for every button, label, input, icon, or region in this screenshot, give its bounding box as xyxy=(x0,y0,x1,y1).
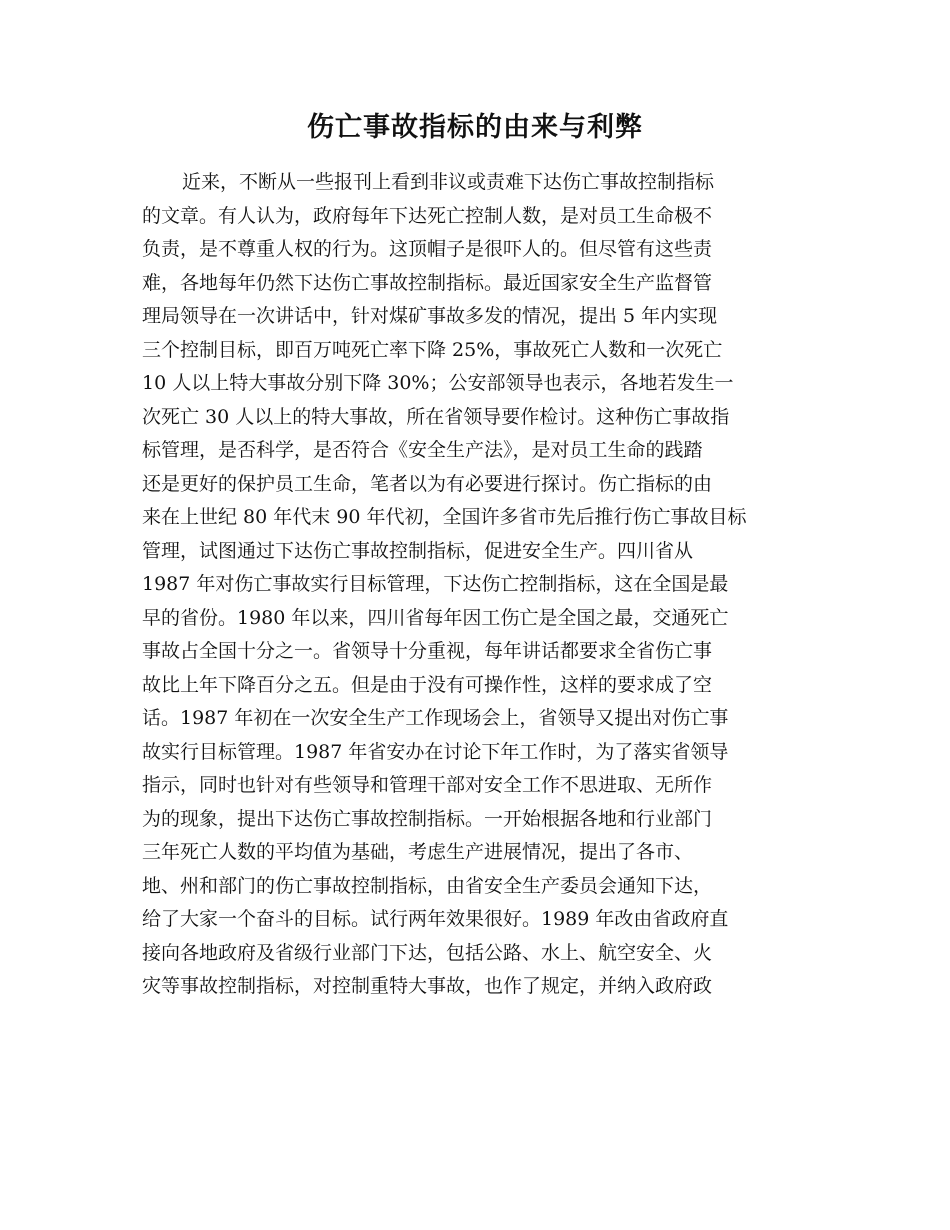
paragraph-line: 为的现象，提出下达伤亡事故控制指标。一开始根据各地和行业部门 xyxy=(142,807,713,830)
document-title: 伤亡事故指标的由来与利弊 xyxy=(307,112,643,143)
paragraph-line: 1987 年对伤亡事故实行目标管理，下达伤亡控制指标，这在全国是最 xyxy=(142,573,729,595)
document-body xyxy=(142,166,822,1004)
paragraph-line: 难，各地每年仍然下达伤亡事故控制指标。最近国家安全生产监督管 xyxy=(142,271,713,294)
paragraph-line: 理局领导在一次讲话中，针对煤矿事故多发的情况，提出 5 年内实现 xyxy=(142,305,718,327)
paragraph-line: 故实行目标管理。1987 年省安办在讨论下年工作时，为了落实省领导 xyxy=(142,740,729,763)
paragraph-line: 10 人以上特大事故分别下降 30%；公安部领导也表示，各地若发生一 xyxy=(142,372,734,394)
paragraph-line: 还是更好的保护员工生命，笔者以为有必要进行探讨。伤亡指标的由 xyxy=(142,472,713,495)
paragraph-line: 次死亡 30 人以上的特大事故，所在省领导要作检讨。这种伤亡事故指 xyxy=(142,405,730,428)
paragraph-line: 三年死亡人数的平均值为基础，考虑生产进展情况，提出了各市、 xyxy=(142,841,694,863)
paragraph-line: 指示，同时也针对有些领导和管理干部对安全工作不思进取、无所作 xyxy=(142,774,713,796)
paragraph-line: 早的省份。1980 年以来，四川省每年因工伤亡是全国之最，交通死亡 xyxy=(142,606,729,629)
paragraph-line: 三个控制目标，即百万吨死亡率下降 25%，事故死亡人数和一次死亡 xyxy=(142,338,723,361)
paragraph-line: 给了大家一个奋斗的目标。试行两年效果很好。1989 年改由省政府直 xyxy=(142,908,729,930)
paragraph-line: 事故占全国十分之一。省领导十分重视，每年讲话都要求全省伤亡事 xyxy=(142,640,713,662)
paragraph-line: 灾等事故控制指标，对控制重特大事故，也作了规定，并纳入政府政 xyxy=(142,975,713,997)
paragraph-line: 来在上世纪 80 年代末 90 年代初，全国许多省市先后推行伤亡事故目标 xyxy=(142,506,747,528)
paragraph-line: 接向各地政府及省级行业部门下达，包括公路、水上、航空安全、火 xyxy=(142,941,713,964)
paragraph-line: 地、州和部门的伤亡事故控制指标，由省安全生产委员会通知下达， xyxy=(142,874,713,897)
paragraph-line: 的文章。有人认为，政府每年下达死亡控制人数，是对员工生命极不 xyxy=(142,204,713,227)
paragraph-line: 近来，不断从一些报刊上看到非议或责难下达伤亡事故控制指标 xyxy=(182,171,715,193)
paragraph-line: 标管理，是否科学，是否符合《安全生产法》，是对员工生命的践踏 xyxy=(142,439,703,461)
paragraph-line: 话。1987 年初在一次安全生产工作现场会上，省领导又提出对伤亡事 xyxy=(142,707,729,729)
paragraph-line: 负责，是不尊重人权的行为。这顶帽子是很吓人的。但尽管有这些责 xyxy=(142,238,713,260)
paragraph-line: 故比上年下降百分之五。但是由于没有可操作性，这样的要求成了空 xyxy=(142,673,713,696)
paragraph-line: 管理，试图通过下达伤亡事故控制指标，促进安全生产。四川省从 xyxy=(142,539,694,562)
